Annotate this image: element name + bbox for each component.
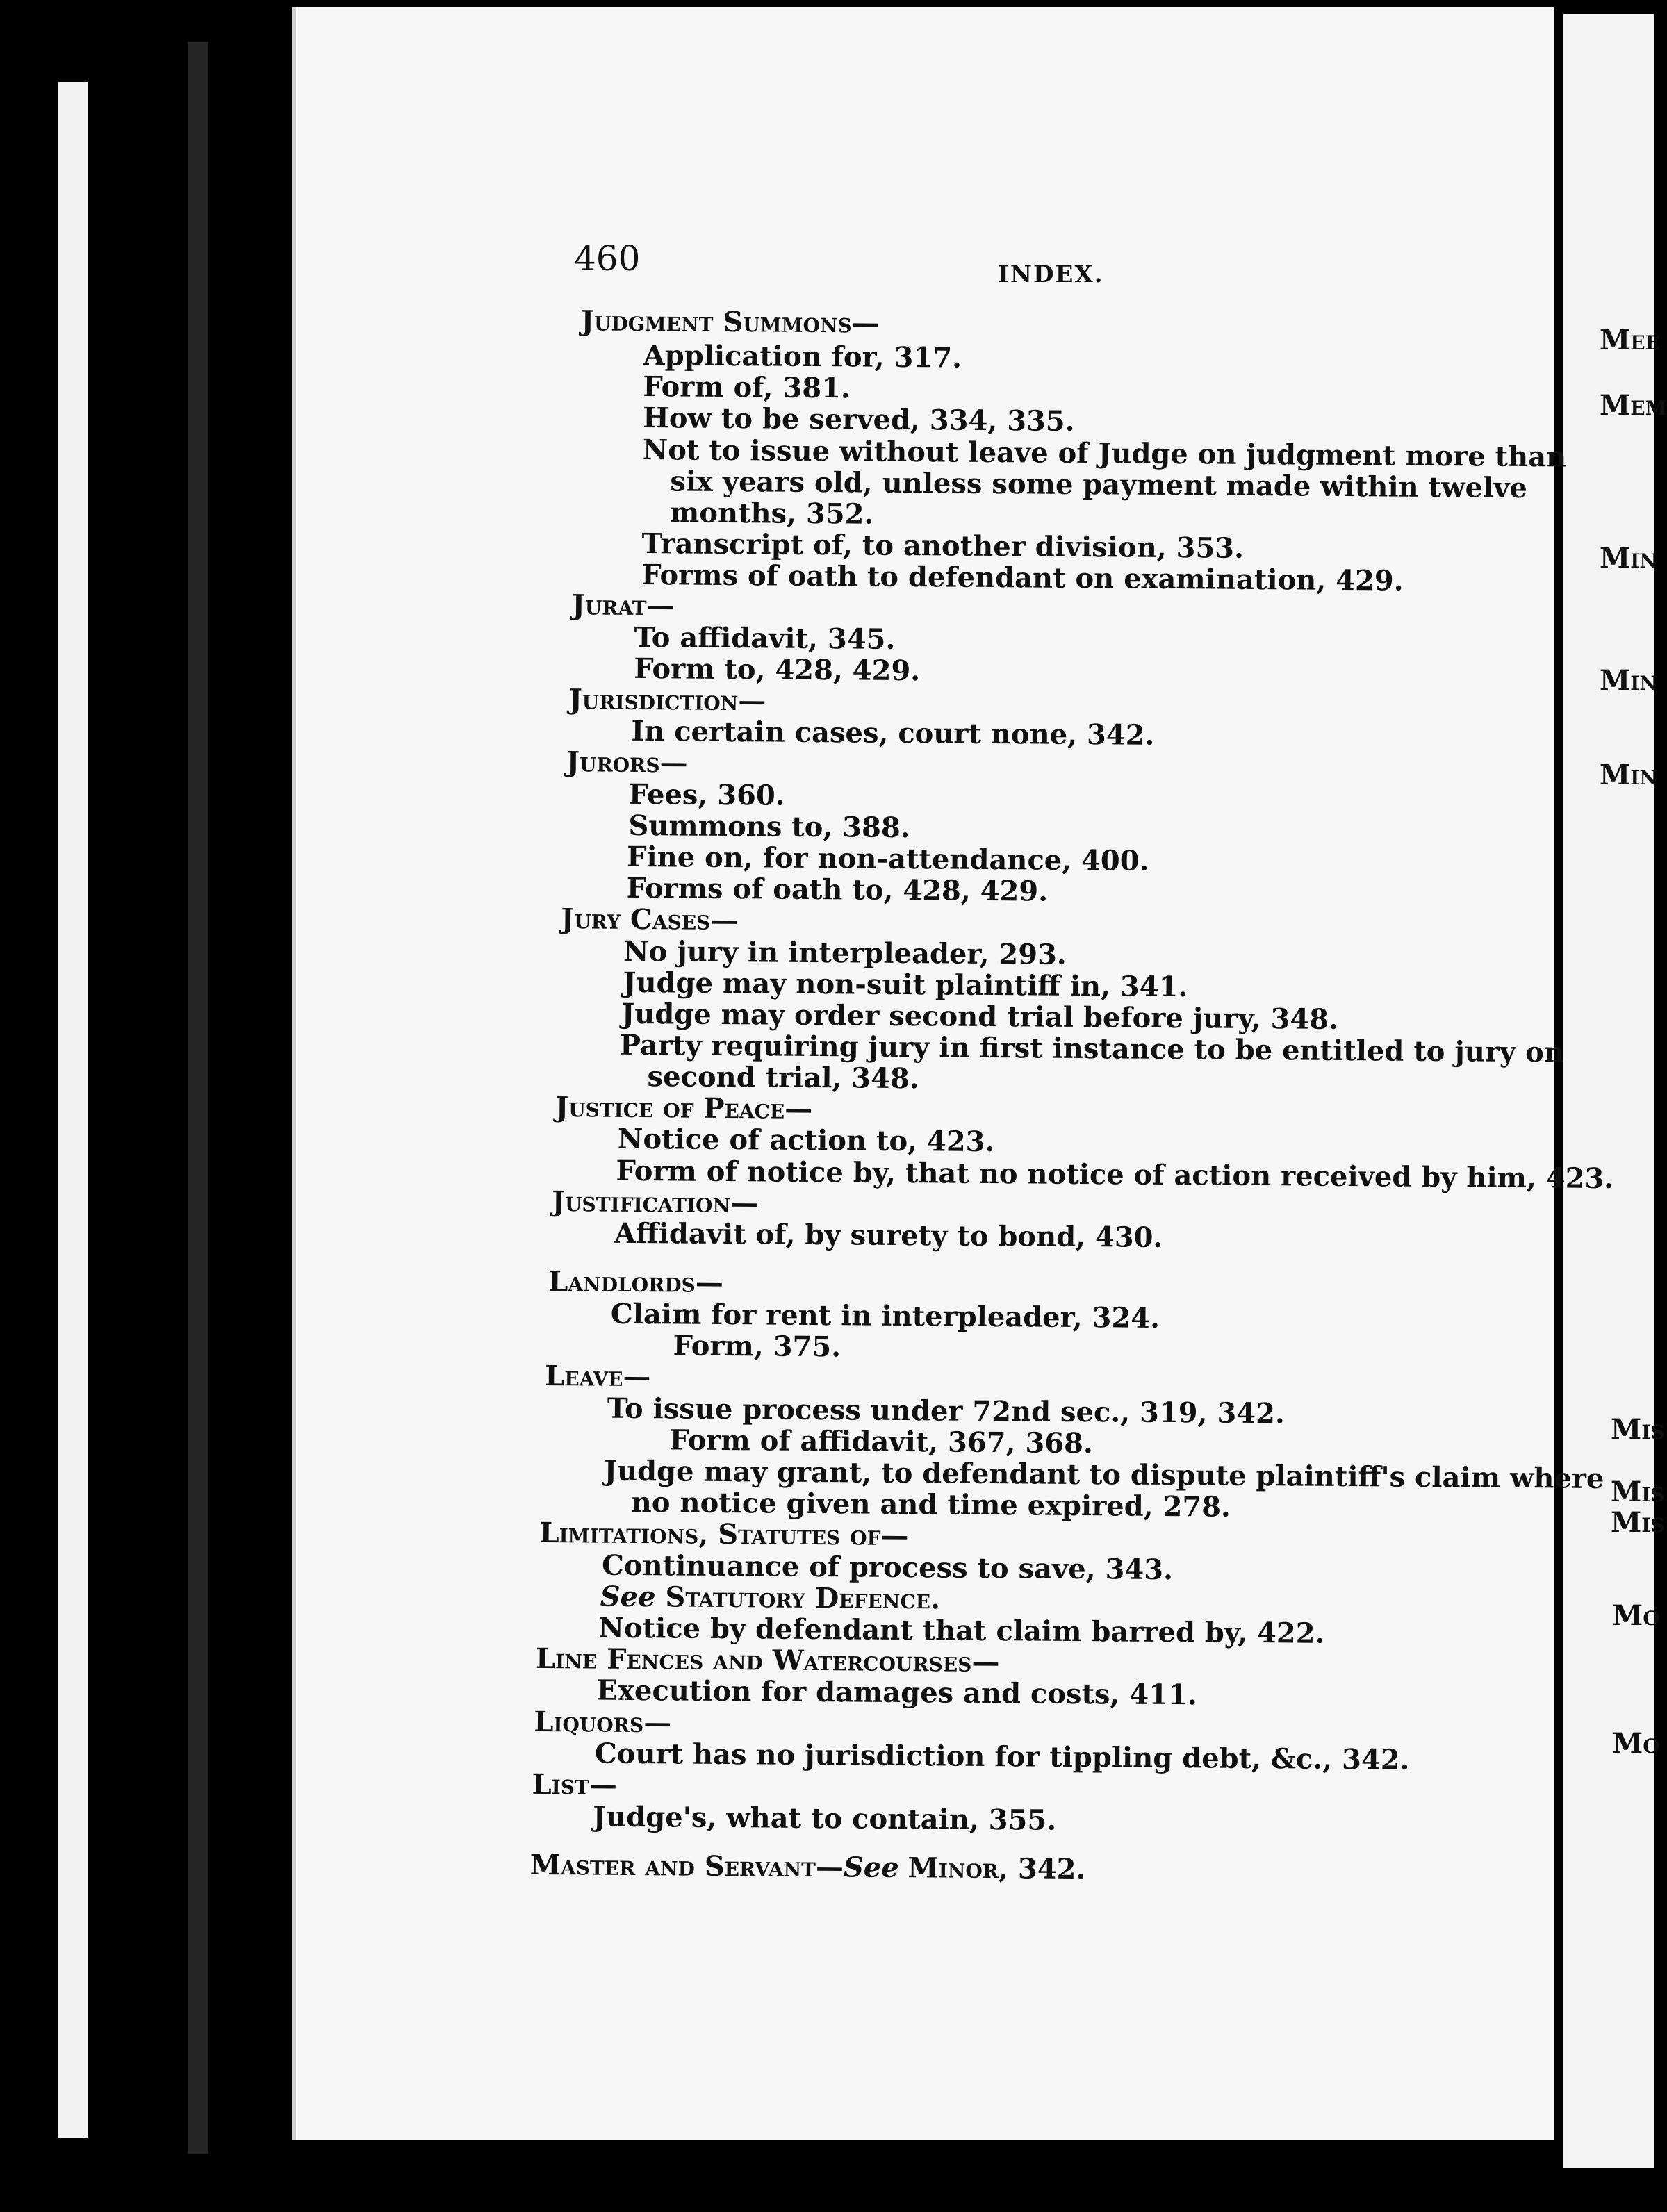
index-subentry: Transcript of, to another division, 353. [641,527,1245,565]
index-subentry: Fine on, for non-attendance, 400. [626,840,1149,877]
index-heading: Jurors— [566,745,688,779]
index-subentry: Application for, 317. [643,339,962,374]
see-word: See [843,1851,899,1884]
index-heading: Judgment Summons— [580,304,880,340]
facing-page-fragment: Mo [1612,1599,1660,1632]
index-heading: List— [532,1767,618,1801]
index-subentry: Judge may non-suit plaintiff in, 341. [623,966,1188,1004]
facing-page-fragment: Mem [1600,389,1667,422]
index-subentry: In certain cases, court none, 342. [631,714,1155,752]
index-subentry: Judge's, what to contain, 355. [593,1800,1057,1837]
index-subentry: No jury in interpleader, 293. [623,934,1067,971]
facing-page-fragment: Min [1600,542,1657,575]
facing-page-fragment: Mo [1612,1727,1660,1760]
index-heading: Justification— [551,1185,759,1220]
index-heading: Jurat— [571,588,675,622]
index-heading: Jurisdiction— [568,683,766,718]
index-subentry: Judge may grant, to defendant to dispute plaintiff's claim where [603,1454,1604,1495]
index-subentry: Form of notice by, that no notice of action received by him, 423. [616,1154,1614,1196]
index-subentry: To issue process under 72nd sec., 319, 342. [607,1392,1286,1430]
index-heading: Jury Cases— [561,902,739,937]
facing-page-fragment: Min [1600,664,1657,697]
index-see-reference [600,1581,941,1616]
facing-page-fragment: Min [1600,759,1657,791]
index-heading: Line Fences and Watercourses— [535,1642,1000,1679]
index-heading: Limitations, Statutes of— [539,1516,909,1553]
index-subentry: Judge may order second trial before jury, 348. [621,997,1339,1036]
see-word: See [600,1580,656,1614]
facing-page-fragment: Mis [1611,1413,1665,1446]
index-subentry: Forms of oath to, 428, 429. [626,871,1049,908]
see-target: Minor, [908,1851,1009,1885]
index-subentry-continued: second trial, 348. [647,1060,919,1096]
facing-page-fragment: Mee [1600,324,1660,356]
index-subentry: To affidavit, 345. [634,620,896,656]
see-target: Statutory Defence. [665,1580,941,1616]
index-subentry: Form to, 428, 429. [634,652,921,688]
index-heading: Justice of Peace— [555,1091,813,1125]
index-subentry: Party requiring jury in first instance to be entitled to jury on [619,1028,1565,1069]
running-head: INDEX. [998,261,1104,288]
facing-page-fragment: Mis [1611,1506,1665,1539]
index-heading: Leave— [545,1359,651,1394]
index-subentry: Affidavit of, by surety to bond, 430. [614,1216,1163,1254]
page-number: 460 [574,238,641,279]
index-subentry: How to be served, 334, 335. [642,402,1075,438]
index-subentry: Execution for damages and costs, 411. [596,1674,1198,1712]
index-subentry: Form of, 381. [643,370,851,405]
xref-page: 342. [1008,1852,1086,1886]
index-heading: Landlords— [548,1265,724,1299]
index-subsubentry: Form of affidavit, 367, 368. [669,1423,1094,1460]
index-subentry: Notice of action to, 423. [617,1122,995,1159]
index-subentry-continued: no notice given and time expired, 278. [631,1485,1231,1524]
xref-heading: Master and Servant— [529,1848,844,1884]
index-subentry: Court has no jurisdiction for tippling debt, &c., 342. [594,1737,1410,1776]
facing-page-fragment: Mis [1611,1476,1665,1508]
index-subentry: Notice by defendant that claim barred by, 422. [598,1611,1325,1650]
index-heading: Liquors— [534,1705,672,1740]
index-subentry-continued: six years old, unless some payment made within twelve [670,465,1528,505]
index-subentry: Fees, 360. [628,777,785,812]
index-cross-reference [529,1849,1085,1885]
index-subentry: Not to issue without leave of Judge on judgment more than [642,434,1567,474]
index-subentry: Forms of oath to defendant on examination, 429. [641,559,1404,597]
index-subentry-continued: months, 352. [669,496,874,531]
index-subentry: Summons to, 388. [628,809,910,845]
index-subsubentry: Form, 375. [673,1329,841,1364]
index-subentry: Continuance of process to save, 343. [601,1549,1174,1587]
index-subentry: Claim for rent in interpleader, 324. [610,1297,1160,1335]
